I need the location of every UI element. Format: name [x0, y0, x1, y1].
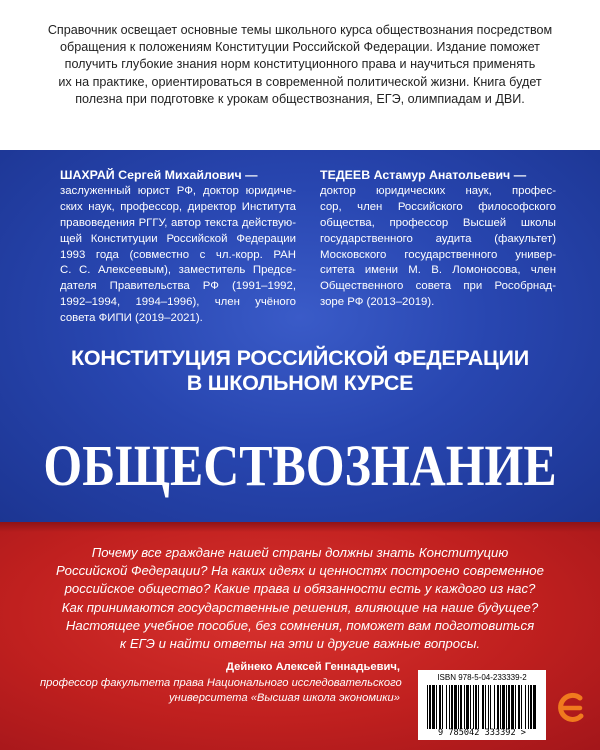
barcode-bar — [439, 685, 441, 729]
barcode-bar — [502, 685, 505, 729]
barcode-bar — [530, 685, 532, 729]
author-bio-line: Общественного совета при Рособрнад- — [320, 280, 556, 293]
review-quote — [40, 544, 560, 653]
author-bio-line: ситета имени М. В. Ломоносова, член — [320, 264, 556, 277]
barcode-bar — [521, 685, 522, 729]
barcode-bars — [426, 685, 538, 729]
author-bio-line: С. С. Алексеевым), заместитель Предсе- — [60, 264, 296, 277]
barcode-bar — [478, 685, 479, 729]
barcode-bar — [454, 685, 457, 729]
author-bio-line: государственного аудита (факультет) — [320, 232, 556, 245]
book-subtitle-line: КОНСТИТУЦИЯ РОССИЙСКОЙ ФЕДЕРАЦИИ — [70, 346, 530, 370]
barcode-bar — [464, 685, 465, 729]
author-bio-left — [60, 168, 296, 327]
intro-line: их на практике, ориентироваться в современной политической жизни. Книга будет — [58, 74, 542, 89]
barcode-bar — [429, 685, 431, 729]
barcode-bar — [490, 685, 491, 729]
intro-line: получить глубокие знания норм конституционного права и научиться применять — [64, 57, 536, 72]
author-bio-line: правоведения РГГУ, автор текста действую- — [60, 216, 296, 229]
author-bio-line: 1992–1994, 1994–1996), член учёного — [60, 296, 296, 309]
book-subtitle-line: В ШКОЛЬНОМ КУРСЕ — [186, 371, 414, 395]
reviewer-credit — [40, 660, 400, 707]
author-bio-line: ских наук, профессор, директор Института — [60, 200, 296, 213]
barcode-bar — [446, 685, 447, 729]
intro-description — [30, 22, 570, 108]
intro-line: Справочник освещает основные темы школьного курса обществознания посредством — [47, 23, 553, 37]
barcode-bar — [515, 685, 516, 729]
barcode-bar — [458, 685, 459, 729]
barcode-bar — [482, 685, 484, 729]
author-bio-line: заслуженный юрист РФ, доктор юридиче- — [60, 184, 296, 197]
author-bio-line: дателя Правительства РФ (1991–1992, — [60, 280, 296, 293]
quote-line: Настоящее учебное пособие, без сомнения, поможет вам подготовиться — [65, 617, 535, 633]
book-subtitle — [0, 346, 600, 396]
isbn-barcode — [418, 670, 546, 740]
barcode-bar — [511, 685, 514, 729]
author-bio-line: общества, профессор Высшей школы — [320, 216, 556, 229]
author-bio-line: Московского государственного универ- — [320, 248, 556, 261]
barcode-bar — [449, 685, 450, 729]
barcode-bar — [488, 685, 489, 729]
barcode-bar — [533, 685, 536, 729]
author-bio-line: щей Конституции Российской Федерации — [60, 232, 296, 245]
barcode-bar — [436, 685, 437, 729]
barcode-bar — [518, 685, 520, 729]
intro-line: обращения к положениям Конституции Российской Федерации. Издание поможет — [60, 40, 540, 55]
barcode-bar — [494, 685, 495, 729]
barcode-bar — [442, 685, 443, 729]
barcode-bar — [528, 685, 529, 729]
author-bio-line: 1993 года (совместно с чл.-корр. РАН — [60, 248, 296, 261]
barcode-bar — [451, 685, 453, 729]
isbn-number: ISBN 978-5-04-233339-2 — [437, 673, 527, 682]
barcode-bar — [506, 685, 507, 729]
quote-line: Российской Федерации? На каких идеях и ценностях построено современное — [56, 563, 544, 579]
quote-line: к ЕГЭ и найти ответы на эти и другие важные вопросы. — [119, 636, 481, 652]
reviewer-title-line: университета «Высшая школа экономики» — [168, 692, 400, 705]
barcode-bar — [497, 685, 499, 729]
barcode-bar — [427, 685, 428, 729]
barcode-bar — [470, 685, 471, 729]
barcode-bar — [525, 685, 526, 729]
blue-band — [0, 150, 600, 522]
barcode-bar — [508, 685, 510, 729]
barcode-bar — [466, 685, 469, 729]
author-bio-line: сор, член Российского философского — [320, 200, 556, 213]
barcode-bar — [500, 685, 501, 729]
book-title: ОБЩЕСТВОЗНАНИЕ — [43, 433, 557, 498]
barcode-bar — [485, 685, 486, 729]
barcode-digits: 9 785042 333392 > — [438, 728, 526, 738]
quote-line: Как принимаются государственные решения, влияющие на наше будущее? — [61, 599, 539, 615]
author-bio-line: доктор юридических наук, профес- — [320, 184, 556, 197]
barcode-bar — [473, 685, 474, 729]
reviewer-title-line: профессор факультета права Национального исследовательского — [40, 676, 402, 689]
intro-line: полезна при подготовке к урокам обществознания, ЕГЭ, олимпиадам и ДВИ. — [75, 91, 525, 106]
author-bio-right — [320, 168, 556, 311]
author-bio-line: совета ФИПИ (2019–2021). — [60, 312, 203, 325]
barcode-bar — [475, 685, 477, 729]
reviewer-name: Дейнеко Алексей Геннадьевич, — [225, 661, 400, 673]
eksmo-logo-icon — [554, 690, 588, 726]
author-name: ТЕДЕЕВ Астамур Анатольевич — — [320, 168, 527, 182]
author-name: ШАХРАЙ Сергей Михайлович — — [60, 168, 258, 182]
barcode-bar — [432, 685, 435, 729]
quote-line: Почему все граждане нашей страны должны знать Конституцию — [91, 545, 509, 560]
quote-line: российское общество? Какие права и обязанности есть у каждого из нас? — [64, 581, 536, 597]
author-bio-line: зоре РФ (2013–2019). — [320, 296, 435, 309]
barcode-bar — [460, 685, 462, 729]
